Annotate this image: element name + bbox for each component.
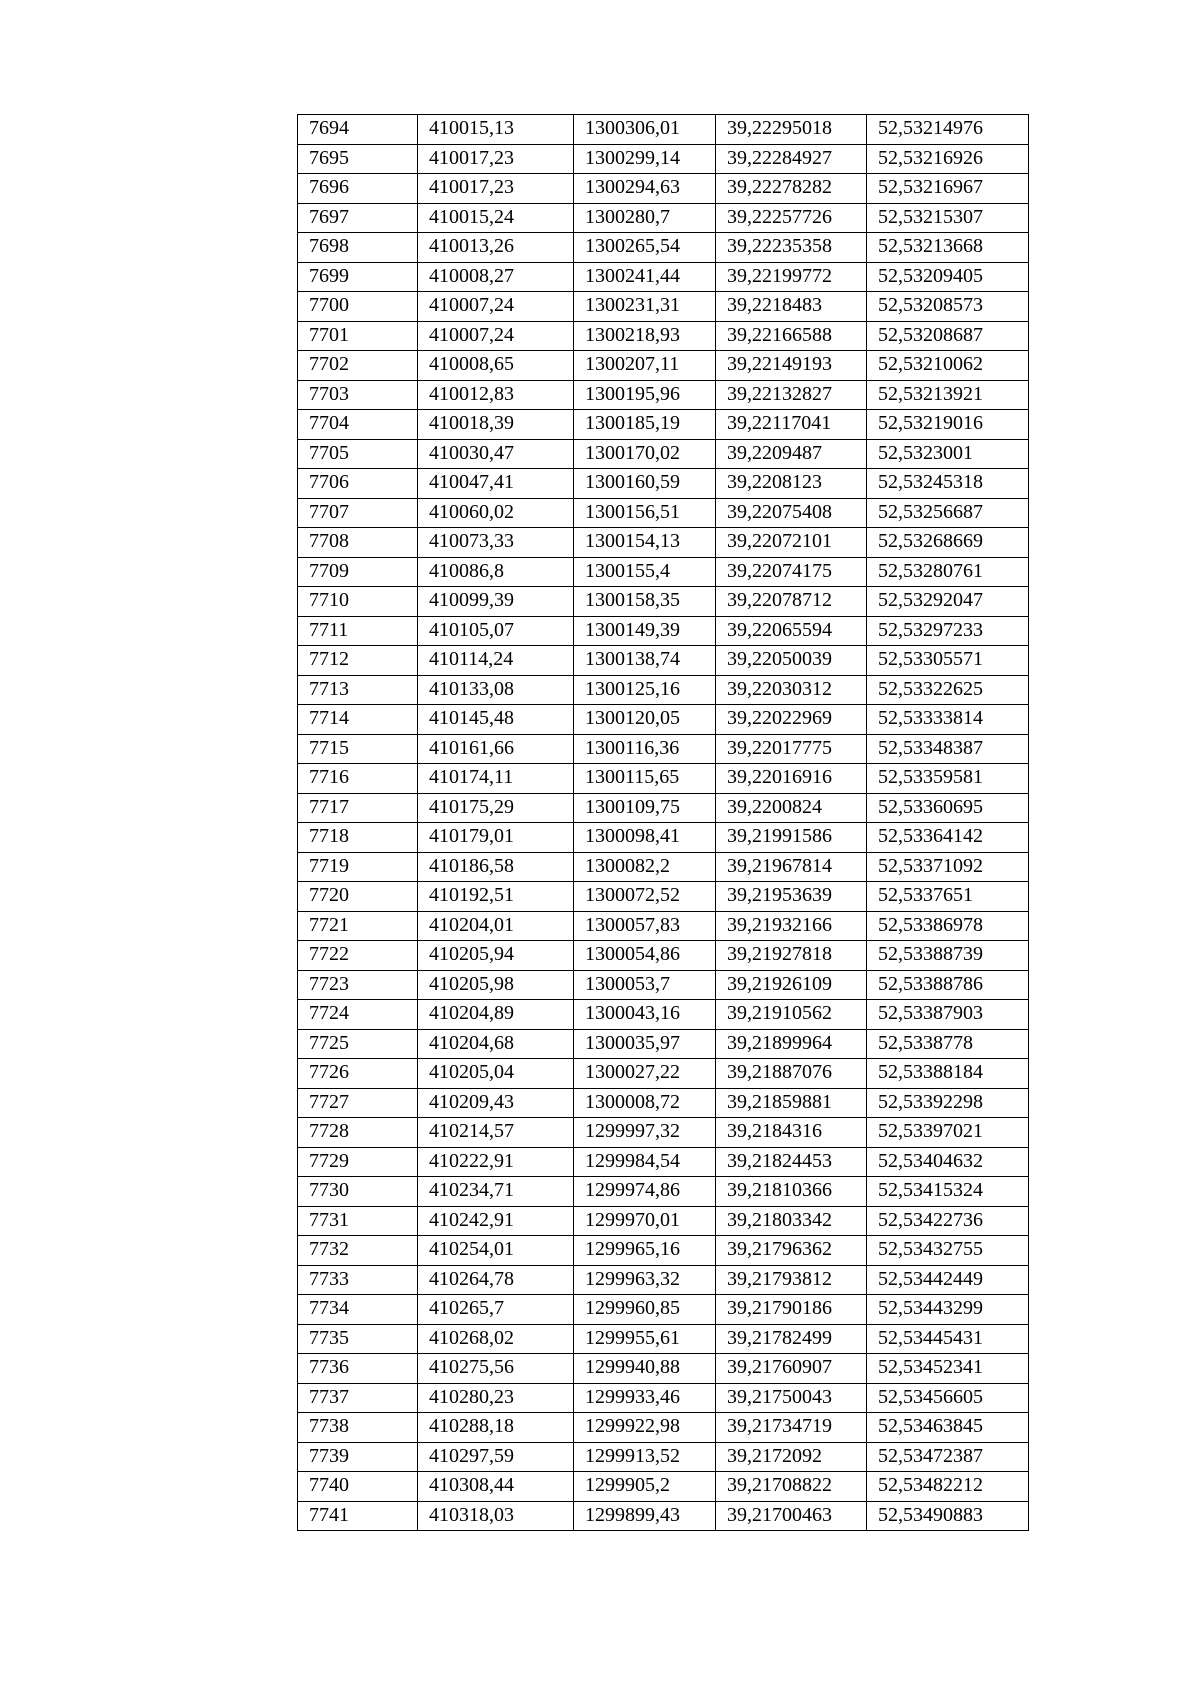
table-row <box>298 351 1029 381</box>
table-row <box>298 469 1029 499</box>
y-coordinate-cell: 1300294,63 <box>574 174 716 204</box>
longitude-cell: 39,22278282 <box>716 174 867 204</box>
table-row <box>298 970 1029 1000</box>
latitude-cell: 52,5323001 <box>867 439 1029 469</box>
longitude-cell: 39,21700463 <box>716 1501 867 1531</box>
point-number-cell: 7696 <box>298 174 418 204</box>
latitude-cell: 52,53216926 <box>867 144 1029 174</box>
y-coordinate-cell: 1300027,22 <box>574 1059 716 1089</box>
latitude-cell: 52,53387903 <box>867 1000 1029 1030</box>
latitude-cell: 52,53371092 <box>867 852 1029 882</box>
point-number-cell: 7741 <box>298 1501 418 1531</box>
table-row <box>298 646 1029 676</box>
y-coordinate-cell: 1300195,96 <box>574 380 716 410</box>
y-coordinate-cell: 1299913,52 <box>574 1442 716 1472</box>
table-row <box>298 557 1029 587</box>
x-coordinate-cell: 410086,8 <box>418 557 574 587</box>
point-number-cell: 7716 <box>298 764 418 794</box>
longitude-cell: 39,22295018 <box>716 115 867 145</box>
y-coordinate-cell: 1300306,01 <box>574 115 716 145</box>
longitude-cell: 39,21899964 <box>716 1029 867 1059</box>
table-row <box>298 823 1029 853</box>
y-coordinate-cell: 1299905,2 <box>574 1472 716 1502</box>
latitude-cell: 52,53210062 <box>867 351 1029 381</box>
x-coordinate-cell: 410008,27 <box>418 262 574 292</box>
table-row <box>298 144 1029 174</box>
latitude-cell: 52,53209405 <box>867 262 1029 292</box>
point-number-cell: 7739 <box>298 1442 418 1472</box>
x-coordinate-cell: 410264,78 <box>418 1265 574 1295</box>
latitude-cell: 52,53432755 <box>867 1236 1029 1266</box>
latitude-cell: 52,53392298 <box>867 1088 1029 1118</box>
longitude-cell: 39,22065594 <box>716 616 867 646</box>
latitude-cell: 52,53415324 <box>867 1177 1029 1207</box>
y-coordinate-cell: 1300115,65 <box>574 764 716 794</box>
table-row <box>298 174 1029 204</box>
longitude-cell: 39,21803342 <box>716 1206 867 1236</box>
x-coordinate-cell: 410222,91 <box>418 1147 574 1177</box>
y-coordinate-cell: 1300241,44 <box>574 262 716 292</box>
point-number-cell: 7735 <box>298 1324 418 1354</box>
y-coordinate-cell: 1299997,32 <box>574 1118 716 1148</box>
y-coordinate-cell: 1300149,39 <box>574 616 716 646</box>
x-coordinate-cell: 410204,68 <box>418 1029 574 1059</box>
y-coordinate-cell: 1299960,85 <box>574 1295 716 1325</box>
y-coordinate-cell: 1299963,32 <box>574 1265 716 1295</box>
point-number-cell: 7704 <box>298 410 418 440</box>
longitude-cell: 39,2208123 <box>716 469 867 499</box>
table-row <box>298 115 1029 145</box>
x-coordinate-cell: 410161,66 <box>418 734 574 764</box>
longitude-cell: 39,22016916 <box>716 764 867 794</box>
point-number-cell: 7738 <box>298 1413 418 1443</box>
table-row <box>298 705 1029 735</box>
table-row <box>298 1354 1029 1384</box>
latitude-cell: 52,53359581 <box>867 764 1029 794</box>
longitude-cell: 39,21782499 <box>716 1324 867 1354</box>
longitude-cell: 39,2184316 <box>716 1118 867 1148</box>
table-row <box>298 1118 1029 1148</box>
longitude-cell: 39,21750043 <box>716 1383 867 1413</box>
y-coordinate-cell: 1300109,75 <box>574 793 716 823</box>
y-coordinate-cell: 1300053,7 <box>574 970 716 1000</box>
latitude-cell: 52,53216967 <box>867 174 1029 204</box>
x-coordinate-cell: 410047,41 <box>418 469 574 499</box>
table-row <box>298 1000 1029 1030</box>
x-coordinate-cell: 410030,47 <box>418 439 574 469</box>
point-number-cell: 7703 <box>298 380 418 410</box>
longitude-cell: 39,21991586 <box>716 823 867 853</box>
longitude-cell: 39,21793812 <box>716 1265 867 1295</box>
point-number-cell: 7737 <box>298 1383 418 1413</box>
table-row <box>298 941 1029 971</box>
table-row <box>298 764 1029 794</box>
latitude-cell: 52,53386978 <box>867 911 1029 941</box>
x-coordinate-cell: 410280,23 <box>418 1383 574 1413</box>
y-coordinate-cell: 1299922,98 <box>574 1413 716 1443</box>
latitude-cell: 52,53422736 <box>867 1206 1029 1236</box>
longitude-cell: 39,21810366 <box>716 1177 867 1207</box>
x-coordinate-cell: 410308,44 <box>418 1472 574 1502</box>
longitude-cell: 39,22235358 <box>716 233 867 263</box>
table-row <box>298 203 1029 233</box>
table-row <box>298 587 1029 617</box>
point-number-cell: 7718 <box>298 823 418 853</box>
longitude-cell: 39,22149193 <box>716 351 867 381</box>
y-coordinate-cell: 1300218,93 <box>574 321 716 351</box>
point-number-cell: 7706 <box>298 469 418 499</box>
x-coordinate-cell: 410242,91 <box>418 1206 574 1236</box>
table-row <box>298 1206 1029 1236</box>
latitude-cell: 52,53472387 <box>867 1442 1029 1472</box>
longitude-cell: 39,21824453 <box>716 1147 867 1177</box>
y-coordinate-cell: 1300125,16 <box>574 675 716 705</box>
table-row <box>298 1236 1029 1266</box>
x-coordinate-cell: 410013,26 <box>418 233 574 263</box>
longitude-cell: 39,21859881 <box>716 1088 867 1118</box>
point-number-cell: 7727 <box>298 1088 418 1118</box>
y-coordinate-cell: 1300057,83 <box>574 911 716 941</box>
longitude-cell: 39,2172092 <box>716 1442 867 1472</box>
point-number-cell: 7711 <box>298 616 418 646</box>
latitude-cell: 52,53404632 <box>867 1147 1029 1177</box>
x-coordinate-cell: 410105,07 <box>418 616 574 646</box>
point-number-cell: 7734 <box>298 1295 418 1325</box>
y-coordinate-cell: 1300098,41 <box>574 823 716 853</box>
longitude-cell: 39,21967814 <box>716 852 867 882</box>
table-row <box>298 1177 1029 1207</box>
point-number-cell: 7736 <box>298 1354 418 1384</box>
latitude-cell: 52,53213921 <box>867 380 1029 410</box>
latitude-cell: 52,53452341 <box>867 1354 1029 1384</box>
point-number-cell: 7713 <box>298 675 418 705</box>
table-row <box>298 1501 1029 1531</box>
y-coordinate-cell: 1300155,4 <box>574 557 716 587</box>
longitude-cell: 39,21790186 <box>716 1295 867 1325</box>
x-coordinate-cell: 410204,89 <box>418 1000 574 1030</box>
y-coordinate-cell: 1300160,59 <box>574 469 716 499</box>
point-number-cell: 7730 <box>298 1177 418 1207</box>
x-coordinate-cell: 410265,7 <box>418 1295 574 1325</box>
point-number-cell: 7710 <box>298 587 418 617</box>
latitude-cell: 52,53364142 <box>867 823 1029 853</box>
x-coordinate-cell: 410174,11 <box>418 764 574 794</box>
longitude-cell: 39,21734719 <box>716 1413 867 1443</box>
latitude-cell: 52,53445431 <box>867 1324 1029 1354</box>
latitude-cell: 52,53388184 <box>867 1059 1029 1089</box>
longitude-cell: 39,22284927 <box>716 144 867 174</box>
y-coordinate-cell: 1299899,43 <box>574 1501 716 1531</box>
longitude-cell: 39,22017775 <box>716 734 867 764</box>
x-coordinate-cell: 410186,58 <box>418 852 574 882</box>
y-coordinate-cell: 1299970,01 <box>574 1206 716 1236</box>
x-coordinate-cell: 410192,51 <box>418 882 574 912</box>
longitude-cell: 39,22074175 <box>716 557 867 587</box>
table-row <box>298 1442 1029 1472</box>
point-number-cell: 7701 <box>298 321 418 351</box>
latitude-cell: 52,53280761 <box>867 557 1029 587</box>
x-coordinate-cell: 410179,01 <box>418 823 574 853</box>
x-coordinate-cell: 410234,71 <box>418 1177 574 1207</box>
table-row <box>298 410 1029 440</box>
x-coordinate-cell: 410017,23 <box>418 144 574 174</box>
point-number-cell: 7732 <box>298 1236 418 1266</box>
latitude-cell: 52,53490883 <box>867 1501 1029 1531</box>
table-row <box>298 793 1029 823</box>
longitude-cell: 39,22075408 <box>716 498 867 528</box>
latitude-cell: 52,5337651 <box>867 882 1029 912</box>
latitude-cell: 52,53360695 <box>867 793 1029 823</box>
point-number-cell: 7717 <box>298 793 418 823</box>
latitude-cell: 52,53256687 <box>867 498 1029 528</box>
point-number-cell: 7698 <box>298 233 418 263</box>
table-row <box>298 882 1029 912</box>
y-coordinate-cell: 1300154,13 <box>574 528 716 558</box>
x-coordinate-cell: 410214,57 <box>418 1118 574 1148</box>
longitude-cell: 39,22257726 <box>716 203 867 233</box>
latitude-cell: 52,53219016 <box>867 410 1029 440</box>
table-row <box>298 616 1029 646</box>
table-row <box>298 1059 1029 1089</box>
point-number-cell: 7700 <box>298 292 418 322</box>
x-coordinate-cell: 410007,24 <box>418 321 574 351</box>
coordinates-table <box>297 114 1029 1531</box>
x-coordinate-cell: 410017,23 <box>418 174 574 204</box>
x-coordinate-cell: 410060,02 <box>418 498 574 528</box>
x-coordinate-cell: 410018,39 <box>418 410 574 440</box>
longitude-cell: 39,2200824 <box>716 793 867 823</box>
table-row <box>298 321 1029 351</box>
coordinates-table-body <box>298 115 1029 1531</box>
longitude-cell: 39,22132827 <box>716 380 867 410</box>
point-number-cell: 7694 <box>298 115 418 145</box>
latitude-cell: 52,53456605 <box>867 1383 1029 1413</box>
y-coordinate-cell: 1299965,16 <box>574 1236 716 1266</box>
table-row <box>298 528 1029 558</box>
table-row <box>298 233 1029 263</box>
longitude-cell: 39,21927818 <box>716 941 867 971</box>
longitude-cell: 39,22072101 <box>716 528 867 558</box>
longitude-cell: 39,21910562 <box>716 1000 867 1030</box>
x-coordinate-cell: 410297,59 <box>418 1442 574 1472</box>
x-coordinate-cell: 410007,24 <box>418 292 574 322</box>
point-number-cell: 7695 <box>298 144 418 174</box>
x-coordinate-cell: 410205,04 <box>418 1059 574 1089</box>
latitude-cell: 52,53208573 <box>867 292 1029 322</box>
y-coordinate-cell: 1300280,7 <box>574 203 716 233</box>
x-coordinate-cell: 410015,24 <box>418 203 574 233</box>
table-row <box>298 734 1029 764</box>
latitude-cell: 52,53268669 <box>867 528 1029 558</box>
y-coordinate-cell: 1300170,02 <box>574 439 716 469</box>
latitude-cell: 52,53463845 <box>867 1413 1029 1443</box>
latitude-cell: 52,53208687 <box>867 321 1029 351</box>
table-row <box>298 1265 1029 1295</box>
y-coordinate-cell: 1300120,05 <box>574 705 716 735</box>
point-number-cell: 7707 <box>298 498 418 528</box>
latitude-cell: 52,53482212 <box>867 1472 1029 1502</box>
point-number-cell: 7702 <box>298 351 418 381</box>
table-row <box>298 1295 1029 1325</box>
point-number-cell: 7708 <box>298 528 418 558</box>
point-number-cell: 7721 <box>298 911 418 941</box>
point-number-cell: 7712 <box>298 646 418 676</box>
table-row <box>298 380 1029 410</box>
point-number-cell: 7733 <box>298 1265 418 1295</box>
x-coordinate-cell: 410275,56 <box>418 1354 574 1384</box>
latitude-cell: 52,53388786 <box>867 970 1029 1000</box>
longitude-cell: 39,22030312 <box>716 675 867 705</box>
table-row <box>298 262 1029 292</box>
table-row <box>298 1029 1029 1059</box>
table-row <box>298 498 1029 528</box>
longitude-cell: 39,21760907 <box>716 1354 867 1384</box>
x-coordinate-cell: 410015,13 <box>418 115 574 145</box>
latitude-cell: 52,53388739 <box>867 941 1029 971</box>
point-number-cell: 7726 <box>298 1059 418 1089</box>
x-coordinate-cell: 410175,29 <box>418 793 574 823</box>
x-coordinate-cell: 410073,33 <box>418 528 574 558</box>
longitude-cell: 39,21887076 <box>716 1059 867 1089</box>
latitude-cell: 52,53305571 <box>867 646 1029 676</box>
point-number-cell: 7731 <box>298 1206 418 1236</box>
longitude-cell: 39,22199772 <box>716 262 867 292</box>
point-number-cell: 7723 <box>298 970 418 1000</box>
y-coordinate-cell: 1299940,88 <box>574 1354 716 1384</box>
longitude-cell: 39,22078712 <box>716 587 867 617</box>
table-row <box>298 292 1029 322</box>
x-coordinate-cell: 410133,08 <box>418 675 574 705</box>
table-row <box>298 852 1029 882</box>
point-number-cell: 7699 <box>298 262 418 292</box>
table-row <box>298 439 1029 469</box>
x-coordinate-cell: 410204,01 <box>418 911 574 941</box>
latitude-cell: 52,53297233 <box>867 616 1029 646</box>
y-coordinate-cell: 1300207,11 <box>574 351 716 381</box>
point-number-cell: 7740 <box>298 1472 418 1502</box>
y-coordinate-cell: 1300156,51 <box>574 498 716 528</box>
point-number-cell: 7709 <box>298 557 418 587</box>
longitude-cell: 39,21926109 <box>716 970 867 1000</box>
y-coordinate-cell: 1300043,16 <box>574 1000 716 1030</box>
x-coordinate-cell: 410099,39 <box>418 587 574 617</box>
y-coordinate-cell: 1300185,19 <box>574 410 716 440</box>
table-row <box>298 1472 1029 1502</box>
y-coordinate-cell: 1299933,46 <box>574 1383 716 1413</box>
longitude-cell: 39,22117041 <box>716 410 867 440</box>
y-coordinate-cell: 1300265,54 <box>574 233 716 263</box>
x-coordinate-cell: 410205,94 <box>418 941 574 971</box>
y-coordinate-cell: 1300116,36 <box>574 734 716 764</box>
longitude-cell: 39,2209487 <box>716 439 867 469</box>
point-number-cell: 7714 <box>298 705 418 735</box>
point-number-cell: 7722 <box>298 941 418 971</box>
latitude-cell: 52,53443299 <box>867 1295 1029 1325</box>
latitude-cell: 52,53215307 <box>867 203 1029 233</box>
latitude-cell: 52,53292047 <box>867 587 1029 617</box>
longitude-cell: 39,21708822 <box>716 1472 867 1502</box>
longitude-cell: 39,21953639 <box>716 882 867 912</box>
point-number-cell: 7720 <box>298 882 418 912</box>
latitude-cell: 52,53348387 <box>867 734 1029 764</box>
point-number-cell: 7724 <box>298 1000 418 1030</box>
latitude-cell: 52,53333814 <box>867 705 1029 735</box>
point-number-cell: 7728 <box>298 1118 418 1148</box>
x-coordinate-cell: 410288,18 <box>418 1413 574 1443</box>
y-coordinate-cell: 1300138,74 <box>574 646 716 676</box>
x-coordinate-cell: 410145,48 <box>418 705 574 735</box>
longitude-cell: 39,21932166 <box>716 911 867 941</box>
longitude-cell: 39,22166588 <box>716 321 867 351</box>
table-row <box>298 1413 1029 1443</box>
table-row <box>298 675 1029 705</box>
point-number-cell: 7719 <box>298 852 418 882</box>
x-coordinate-cell: 410318,03 <box>418 1501 574 1531</box>
latitude-cell: 52,53245318 <box>867 469 1029 499</box>
y-coordinate-cell: 1299955,61 <box>574 1324 716 1354</box>
point-number-cell: 7729 <box>298 1147 418 1177</box>
x-coordinate-cell: 410012,83 <box>418 380 574 410</box>
x-coordinate-cell: 410114,24 <box>418 646 574 676</box>
point-number-cell: 7725 <box>298 1029 418 1059</box>
x-coordinate-cell: 410205,98 <box>418 970 574 1000</box>
point-number-cell: 7697 <box>298 203 418 233</box>
y-coordinate-cell: 1299974,86 <box>574 1177 716 1207</box>
table-row <box>298 1147 1029 1177</box>
latitude-cell: 52,53214976 <box>867 115 1029 145</box>
point-number-cell: 7715 <box>298 734 418 764</box>
y-coordinate-cell: 1300082,2 <box>574 852 716 882</box>
point-number-cell: 7705 <box>298 439 418 469</box>
y-coordinate-cell: 1300054,86 <box>574 941 716 971</box>
longitude-cell: 39,22022969 <box>716 705 867 735</box>
table-row <box>298 911 1029 941</box>
table-row <box>298 1088 1029 1118</box>
x-coordinate-cell: 410209,43 <box>418 1088 574 1118</box>
longitude-cell: 39,2218483 <box>716 292 867 322</box>
y-coordinate-cell: 1300072,52 <box>574 882 716 912</box>
latitude-cell: 52,5338778 <box>867 1029 1029 1059</box>
y-coordinate-cell: 1300231,31 <box>574 292 716 322</box>
y-coordinate-cell: 1300299,14 <box>574 144 716 174</box>
table-row <box>298 1383 1029 1413</box>
x-coordinate-cell: 410268,02 <box>418 1324 574 1354</box>
longitude-cell: 39,21796362 <box>716 1236 867 1266</box>
table-row <box>298 1324 1029 1354</box>
latitude-cell: 52,53442449 <box>867 1265 1029 1295</box>
x-coordinate-cell: 410254,01 <box>418 1236 574 1266</box>
x-coordinate-cell: 410008,65 <box>418 351 574 381</box>
y-coordinate-cell: 1300158,35 <box>574 587 716 617</box>
y-coordinate-cell: 1300035,97 <box>574 1029 716 1059</box>
latitude-cell: 52,53322625 <box>867 675 1029 705</box>
y-coordinate-cell: 1299984,54 <box>574 1147 716 1177</box>
y-coordinate-cell: 1300008,72 <box>574 1088 716 1118</box>
longitude-cell: 39,22050039 <box>716 646 867 676</box>
latitude-cell: 52,53397021 <box>867 1118 1029 1148</box>
latitude-cell: 52,53213668 <box>867 233 1029 263</box>
